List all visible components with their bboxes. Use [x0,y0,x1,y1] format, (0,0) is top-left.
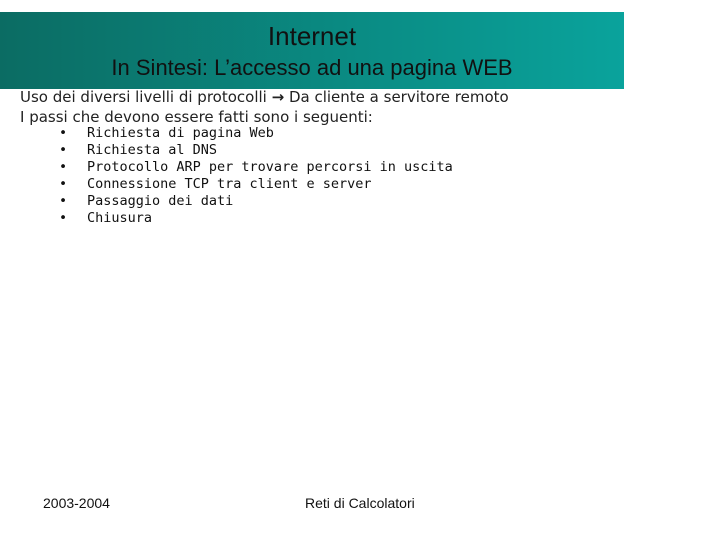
bullet-icon: • [59,193,68,209]
list-item [56,210,453,227]
list-item [56,176,453,193]
bullet-icon: • [59,159,68,175]
bullet-icon: • [59,210,68,226]
bullet-icon: • [59,125,68,141]
list-item [56,193,453,210]
intro-line-1-end: Da cliente a servitore remoto [288,88,509,106]
list-item-text: Richiesta di pagina Web [87,125,274,141]
list-item-text: Chiusura [87,210,153,226]
steps-list [56,125,453,227]
arrow-icon: → [271,88,285,106]
footer-year: 2003-2004 [43,495,110,511]
footer-course: Reti di Calcolatori [305,495,415,511]
list-item [56,159,453,176]
slide-subtitle: In Sintesi: L’accesso ad una pagina WEB [111,55,513,80]
bullet-icon: • [59,142,68,158]
bullet-icon: • [59,176,68,192]
list-item [56,142,453,159]
intro-line-2: I passi che devono essere fatti sono i seguenti: [20,108,373,126]
list-item [56,125,453,142]
intro-text [20,87,509,127]
list-item-text: Protocollo ARP per trovare percorsi in uscita [87,159,453,175]
list-item-text: Passaggio dei dati [87,193,234,209]
list-item-text: Connessione TCP tra client e server [87,176,372,192]
intro-line-1 [20,87,509,107]
intro-line-1-start: Uso dei diversi livelli di protocolli [20,88,267,106]
list-item-text: Richiesta al DNS [87,142,218,158]
slide-title: Internet [267,21,357,51]
